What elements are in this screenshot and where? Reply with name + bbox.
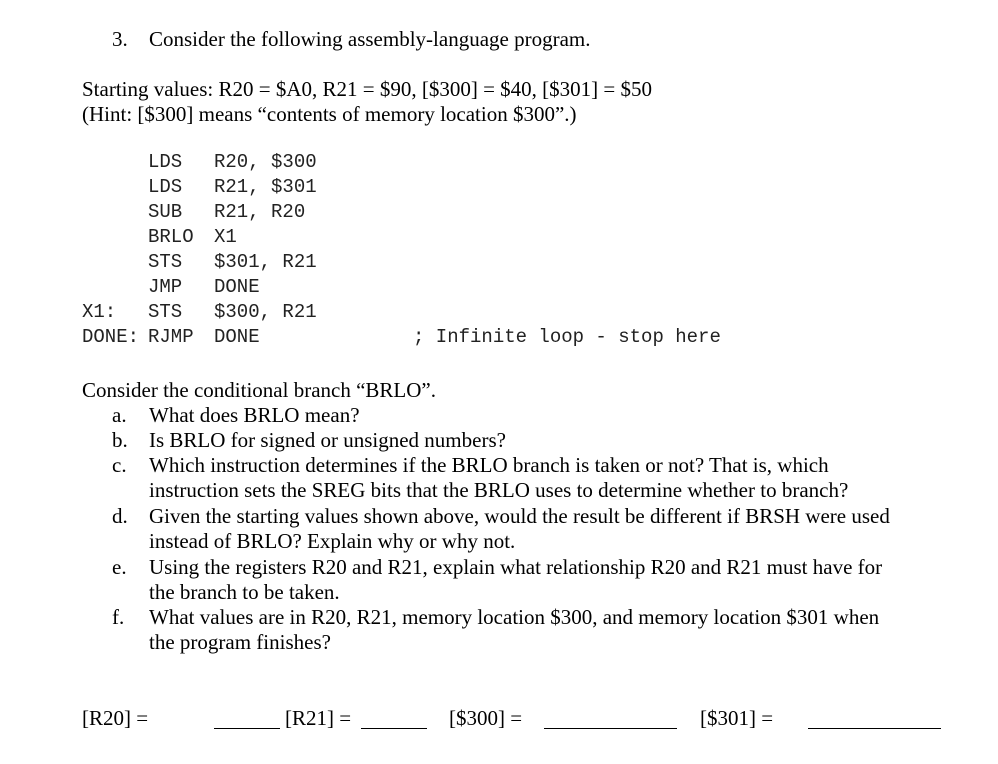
part-text: What does BRLO mean?	[149, 403, 360, 427]
part-text: the program finishes?	[149, 630, 331, 654]
code-label: X1:	[82, 301, 117, 323]
m300-answer-label: [$300] =	[449, 706, 523, 730]
code-line	[82, 250, 802, 275]
r20-answer-label: [R20] =	[82, 706, 149, 730]
code-comment: ; Infinite loop - stop here	[413, 326, 721, 348]
code-op: JMP	[148, 276, 183, 298]
code-args: DONE	[214, 326, 260, 348]
part-text: Using the registers R20 and R21, explain what relationship R20 and R21 must have for	[149, 555, 883, 579]
code-line	[82, 325, 802, 350]
r21-answer-label: [R21] =	[285, 706, 352, 730]
code-op: RJMP	[148, 326, 194, 348]
r21-answer-blank[interactable]	[361, 728, 427, 729]
part-text: instead of BRLO? Explain why or why not.	[149, 529, 516, 553]
code-line	[82, 300, 802, 325]
code-op: BRLO	[148, 226, 194, 248]
part-letter: b.	[112, 428, 128, 452]
part-letter: f.	[112, 605, 125, 629]
code-line	[82, 150, 802, 175]
code-args: DONE	[214, 276, 260, 298]
code-line	[82, 175, 802, 200]
m301-answer-label: [$301] =	[700, 706, 774, 730]
part-text: Given the starting values shown above, would the result be different if BRSH were used	[149, 504, 890, 528]
part-letter: d.	[112, 504, 128, 528]
part-letter: e.	[112, 555, 127, 579]
code-line	[82, 225, 802, 250]
part-text: What values are in R20, R21, memory location $300, and memory location $301 when	[149, 605, 880, 629]
branch-intro: Consider the conditional branch “BRLO”.	[82, 378, 436, 402]
starting-values: Starting values: R20 = $A0, R21 = $90, [$300] = $40, [$301] = $50	[82, 77, 653, 101]
code-op: STS	[148, 301, 183, 323]
question-title: Consider the following assembly-language program.	[149, 27, 591, 51]
part-letter: a.	[112, 403, 127, 427]
code-args: R21, R20	[214, 201, 306, 223]
part-text: instruction sets the SREG bits that the BRLO uses to determine whether to branch?	[149, 478, 849, 502]
code-args: $301, R21	[214, 251, 317, 273]
m301-answer-blank[interactable]	[808, 728, 941, 729]
code-op: STS	[148, 251, 183, 273]
part-text: Is BRLO for signed or unsigned numbers?	[149, 428, 506, 452]
code-line	[82, 200, 802, 225]
code-args: X1	[214, 226, 237, 248]
code-args: R20, $300	[214, 151, 317, 173]
code-line	[82, 275, 802, 300]
code-label: DONE:	[82, 326, 140, 348]
code-args: $300, R21	[214, 301, 317, 323]
part-text: Which instruction determines if the BRLO branch is taken or not? That is, which	[149, 453, 829, 477]
part-letter: c.	[112, 453, 127, 477]
hint-text: (Hint: [$300] means “contents of memory location $300”.)	[82, 102, 577, 126]
part-text: the branch to be taken.	[149, 580, 340, 604]
question-number: 3.	[112, 27, 128, 51]
code-op: SUB	[148, 201, 183, 223]
code-op: LDS	[148, 176, 183, 198]
m300-answer-blank[interactable]	[544, 728, 677, 729]
r20-answer-blank[interactable]	[214, 728, 280, 729]
code-op: LDS	[148, 151, 183, 173]
code-args: R21, $301	[214, 176, 317, 198]
